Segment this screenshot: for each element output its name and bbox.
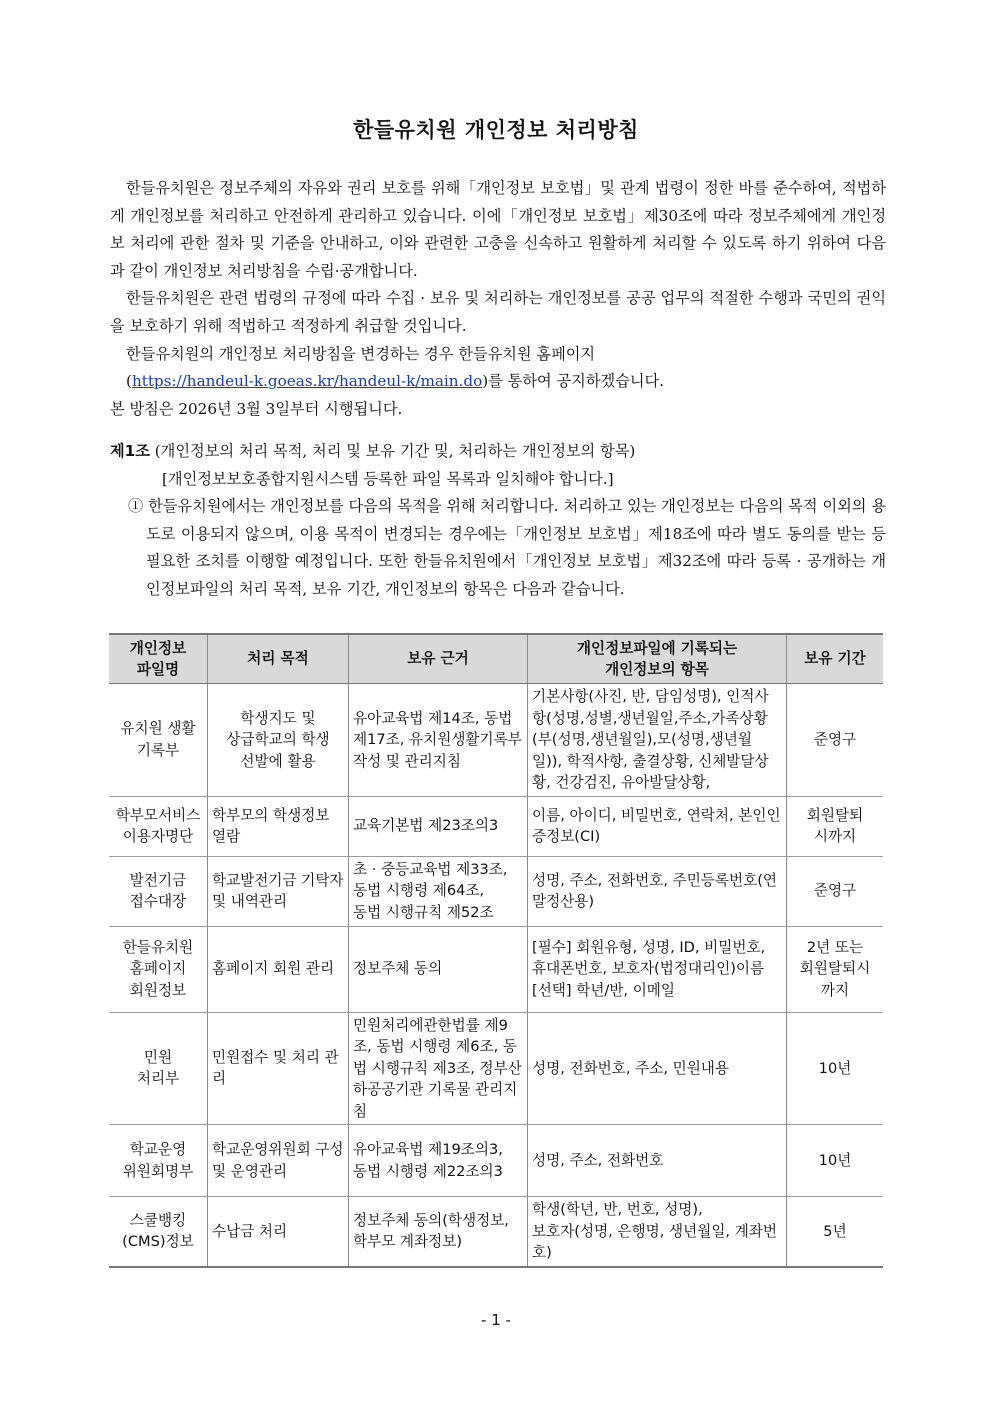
- cell-period: 준영구: [787, 684, 884, 797]
- cell-file: 유치원 생활 기록부: [109, 684, 208, 797]
- personal-info-files-table: [109, 633, 883, 1268]
- cell-items: 학생(학년, 반, 번호, 성명), 보호자(성명, 은행명, 생년월일, 계좌번호): [528, 1197, 787, 1267]
- cell-file: 학교운영 위원회명부: [109, 1125, 208, 1197]
- cell-basis: 교육기본법 제23조의3: [349, 796, 528, 856]
- cell-purpose: 민원접수 및 처리 관리: [208, 1012, 349, 1125]
- cell-period: 회원탈퇴 시까지: [787, 796, 884, 856]
- cell-basis: 정보주체 동의(학생정보, 학부모 계좌정보): [349, 1197, 528, 1267]
- cell-items: 성명, 주소, 전화번호, 주민등록번호(연말정산용): [528, 856, 787, 926]
- cell-basis: 유아교육법 제14조, 동법 제17조, 유치원생활기록부 작성 및 관리지침: [349, 684, 528, 797]
- cell-items: 성명, 전화번호, 주소, 민원내용: [528, 1012, 787, 1125]
- cell-period: 2년 또는 회원탈퇴시 까지: [787, 926, 884, 1012]
- homepage-url-line: [110, 368, 886, 396]
- table-row: [109, 1197, 883, 1267]
- article-heading-text: (개인정보의 처리 목적, 처리 및 보유 기간 및, 처리하는 개인정보의 항목): [149, 442, 636, 460]
- intro-paragraph-3: 한들유치원의 개인정보 처리방침을 변경하는 경우 한들유치원 홈페이지: [126, 344, 596, 363]
- header-file-name-l1: 개인정보: [129, 639, 187, 657]
- cell-basis: 민원처리에관한법률 제9조, 동법 시행령 제6조, 동법 시행규칙 제3조, 정부산하공공기관 기록물 관리지침: [349, 1012, 528, 1125]
- header-items-l2: 개인정보의 항목: [605, 661, 709, 678]
- cell-file: 발전기금 접수대장: [109, 856, 208, 926]
- cell-items: 기본사항(사진, 반, 담임성명), 인적사항(성명,성별,생년월일,주소,가족상황(부(성명,생년월일),모(성명,생년월일)), 학적사항, 출결상황, 신체발달상황, 건강검진, 유아발달상황,: [528, 684, 787, 797]
- homepage-link[interactable]: https://handeul-k.goeas.kr/handeul-k/main.do: [131, 372, 483, 391]
- header-items-l1: 개인정보파일에 기록되는: [576, 639, 738, 657]
- effective-date: 본 방침은 2026년 3월 3일부터 시행됩니다.: [110, 399, 403, 418]
- article-1: [110, 438, 886, 604]
- table-row: [109, 684, 883, 797]
- cell-file: 스쿨뱅킹 (CMS)정보: [109, 1197, 208, 1267]
- header-items: [528, 634, 787, 684]
- cell-purpose: 학부모의 학생정보 열람: [208, 796, 349, 856]
- url-suffix: )를 통하여 공지하겠습니다.: [482, 372, 665, 391]
- cell-purpose: 학생지도 및 상급학교의 학생 선발에 활용: [208, 684, 349, 797]
- article-number: 제1조: [110, 442, 150, 460]
- cell-items: 성명, 주소, 전화번호: [528, 1125, 787, 1197]
- intro-section: [110, 175, 886, 423]
- table-row: [109, 926, 883, 1012]
- table-header-row: [109, 634, 883, 684]
- table-row: [109, 1012, 883, 1125]
- cell-basis: 초 · 중등교육법 제33조, 동법 시행령 제64조, 동법 시행규칙 제52조: [349, 856, 528, 926]
- cell-purpose: 학교발전기금 기탁자 및 내역관리: [208, 856, 349, 926]
- cell-period: 10년: [787, 1012, 884, 1125]
- cell-items: [필수] 회원유형, 성명, ID, 비밀번호, 휴대폰번호, 보호자(법정대리인)이름 [선택] 학년/반, 이메일: [528, 926, 787, 1012]
- header-file-name: [109, 634, 208, 684]
- page-title: 한들유치원 개인정보 처리방침: [353, 118, 639, 142]
- cell-purpose: 학교운영위원회 구성 및 운영관리: [208, 1125, 349, 1197]
- intro-paragraph-1: 한들유치원은 정보주체의 자유와 권리 보호를 위해「개인정보 보호법」및 관계 법령이 정한 바를 준수하여, 적법하게 개인정보를 처리하고 안전하게 관리하고 있습니다. 이에「개인정보 보호법」제30조에 따라 정보주체에게 개인정보 처리에 관한 절차 및 기준을 안내하고, 이와 관련한 고충을 신속하고 원활하게 처리할 수 있도록 하기 위하여 다음과 같이 개인정보 처리방침을 수립·공개합니다.: [110, 179, 886, 280]
- header-file-name-l2: 파일명: [136, 661, 180, 678]
- table-row: [109, 856, 883, 926]
- header-purpose: 처리 목적: [208, 634, 349, 684]
- url-open-paren: (: [126, 372, 132, 391]
- cell-basis: 정보주체 동의: [349, 926, 528, 1012]
- cell-basis: 유아교육법 제19조의3, 동법 시행령 제22조의3: [349, 1125, 528, 1197]
- cell-items: 이름, 아이디, 비밀번호, 연락처, 본인인증정보(CI): [528, 796, 787, 856]
- table-row: [109, 1125, 883, 1197]
- article-note: [개인정보보호종합지원시스템 등록한 파일 목록과 일치해야 합니다.]: [162, 469, 614, 488]
- page-number: - 1 -: [481, 1311, 511, 1329]
- article-1-heading: [110, 438, 886, 466]
- cell-period: 준영구: [787, 856, 884, 926]
- intro-paragraph-2: 한들유치원은 관련 법령의 규정에 따라 수집 · 보유 및 처리하는 개인정보를 공공 업무의 적절한 수행과 국민의 권익을 보호하기 위해 적법하고 적정하게 취급할 것입니다.: [110, 289, 886, 335]
- header-basis: 보유 근거: [349, 634, 528, 684]
- article-clause-1: ① 한들유치원에서는 개인정보를 다음의 목적을 위해 처리합니다. 처리하고 있는 개인정보는 다음의 목적 이외의 용도로 이용되지 않으며, 이용 목적이 변경되는 경우에는「개인정보 보호법」제18조에 따라 별도 동의를 받는 등 필요한 조치를 이행할 예정입니다. 또한 한들유치원에서「개인정보 보호법」제32조에 따라 등록 · 공개하는 개인정보파일의 처리 목적, 보유 기간, 개인정보의 항목은 다음과 같습니다.: [128, 497, 886, 598]
- header-period: 보유 기간: [787, 634, 884, 684]
- cell-period: 10년: [787, 1125, 884, 1197]
- cell-purpose: 수납금 처리: [208, 1197, 349, 1267]
- table-row: [109, 796, 883, 856]
- cell-file: 민원 처리부: [109, 1012, 208, 1125]
- cell-file: 학부모서비스 이용자명단: [109, 796, 208, 856]
- cell-file: 한들유치원 홈페이지 회원정보: [109, 926, 208, 1012]
- cell-purpose: 홈페이지 회원 관리: [208, 926, 349, 1012]
- cell-period: 5년: [787, 1197, 884, 1267]
